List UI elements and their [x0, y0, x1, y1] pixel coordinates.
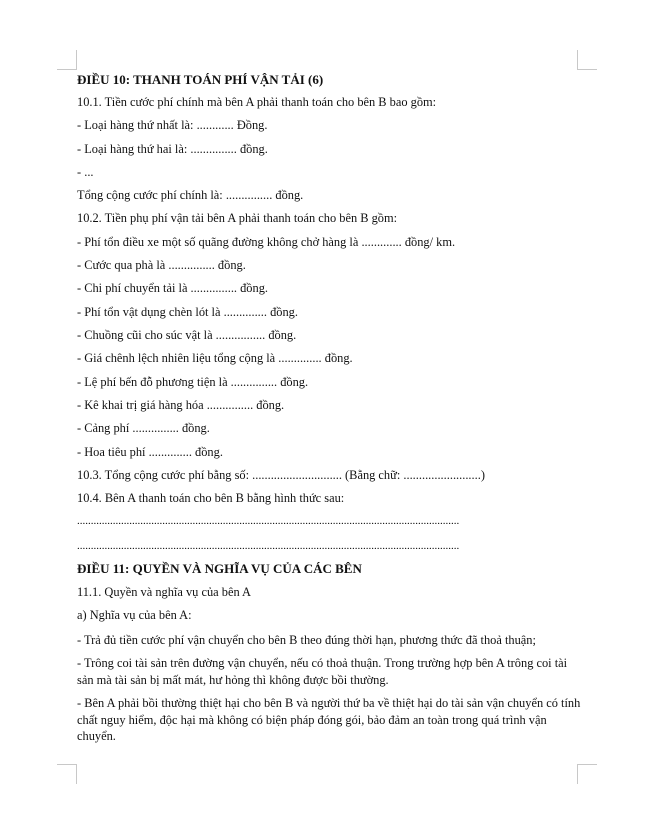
section-10-heading: ĐIỀU 10: THANH TOÁN PHÍ VẬN TẢI (6) — [77, 72, 324, 87]
crop-mark-bottom-right-h — [577, 764, 597, 765]
s10-line: - Kê khai trị giá hàng hóa ............... đồng. — [77, 398, 285, 412]
crop-mark-bottom-left-h — [57, 764, 77, 765]
s11-paragraph-2: - Trông coi tài sản trên đường vận chuyển, nếu có thoả thuận. Trong trường hợp bên A trông coi tài sản mà tài sản bị mất mát, hư hỏng thì không được bồi thường. — [77, 656, 568, 687]
s11-sub2: a) Nghĩa vụ của bên A: — [77, 608, 192, 622]
s10-line: - Giá chênh lệch nhiên liệu tổng cộng là .............. đồng. — [77, 351, 353, 365]
crop-mark-top-left-v — [76, 50, 77, 70]
crop-mark-top-right-h — [577, 69, 597, 70]
s10-line: - Cước qua phà là ............... đồng. — [77, 258, 246, 272]
s10-line: 10.4. Bên A thanh toán cho bên B bằng hình thức sau: — [77, 491, 345, 505]
s10-blank-line: ........................................................................................................................................... — [77, 515, 460, 527]
s10-line: - Loại hàng thứ hai là: ............... đồng. — [77, 142, 268, 156]
s10-line: - Lệ phí bến đỗ phương tiện là ............... đồng. — [77, 375, 309, 389]
crop-mark-top-right-v — [577, 50, 578, 70]
s10-line: - Phí tổn điều xe một số quãng đường không chở hàng là ............. đồng/ km. — [77, 235, 456, 249]
s10-blank-line: ........................................................................................................................................... — [77, 540, 460, 552]
s11-paragraph-1: - Trả đủ tiền cước phí vận chuyển cho bên B theo đúng thời hạn, phương thức đã thoả thuận; — [77, 633, 536, 647]
s10-line: - Hoa tiêu phí .............. đồng. — [77, 445, 223, 459]
s10-line: 10.3. Tổng cộng cước phí bằng số: ............................. (Bằng chữ: .........................) — [77, 468, 485, 482]
s10-line: - Chi phí chuyển tải là ............... đồng. — [77, 281, 268, 295]
s10-line: - Cảng phí ............... đồng. — [77, 421, 210, 435]
s10-line: - Phí tổn vật dụng chèn lót là .............. đồng. — [77, 305, 298, 319]
s11-sub1: 11.1. Quyền và nghĩa vụ của bên A — [77, 585, 252, 599]
s10-line: 10.1. Tiền cước phí chính mà bên A phải thanh toán cho bên B bao gồm: — [77, 95, 437, 109]
s10-line: Tổng cộng cước phí chính là: ............... đồng. — [77, 188, 304, 202]
crop-mark-bottom-left-v — [76, 764, 77, 784]
s10-line: - Loại hàng thứ nhất là: ............ Đồng. — [77, 118, 268, 132]
crop-mark-bottom-right-v — [577, 764, 578, 784]
s10-line: 10.2. Tiền phụ phí vận tải bên A phải thanh toán cho bên B gồm: — [77, 211, 398, 225]
section-11-heading: ĐIỀU 11: QUYỀN VÀ NGHĨA VỤ CỦA CÁC BÊN — [77, 561, 362, 576]
crop-mark-top-left-h — [57, 69, 77, 70]
s11-paragraph-3: - Bên A phải bồi thường thiệt hại cho bên B và người thứ ba về thiệt hại do tài sản vận chuyển có tính chất nguy hiểm, độc hại mà không có biện pháp đóng gói, bảo đảm an toàn trong quá trình vận chuyển. — [77, 696, 581, 743]
s10-line: - Chuồng cũi cho súc vật là ................ đồng. — [77, 328, 297, 342]
s10-line: - ... — [77, 165, 94, 179]
